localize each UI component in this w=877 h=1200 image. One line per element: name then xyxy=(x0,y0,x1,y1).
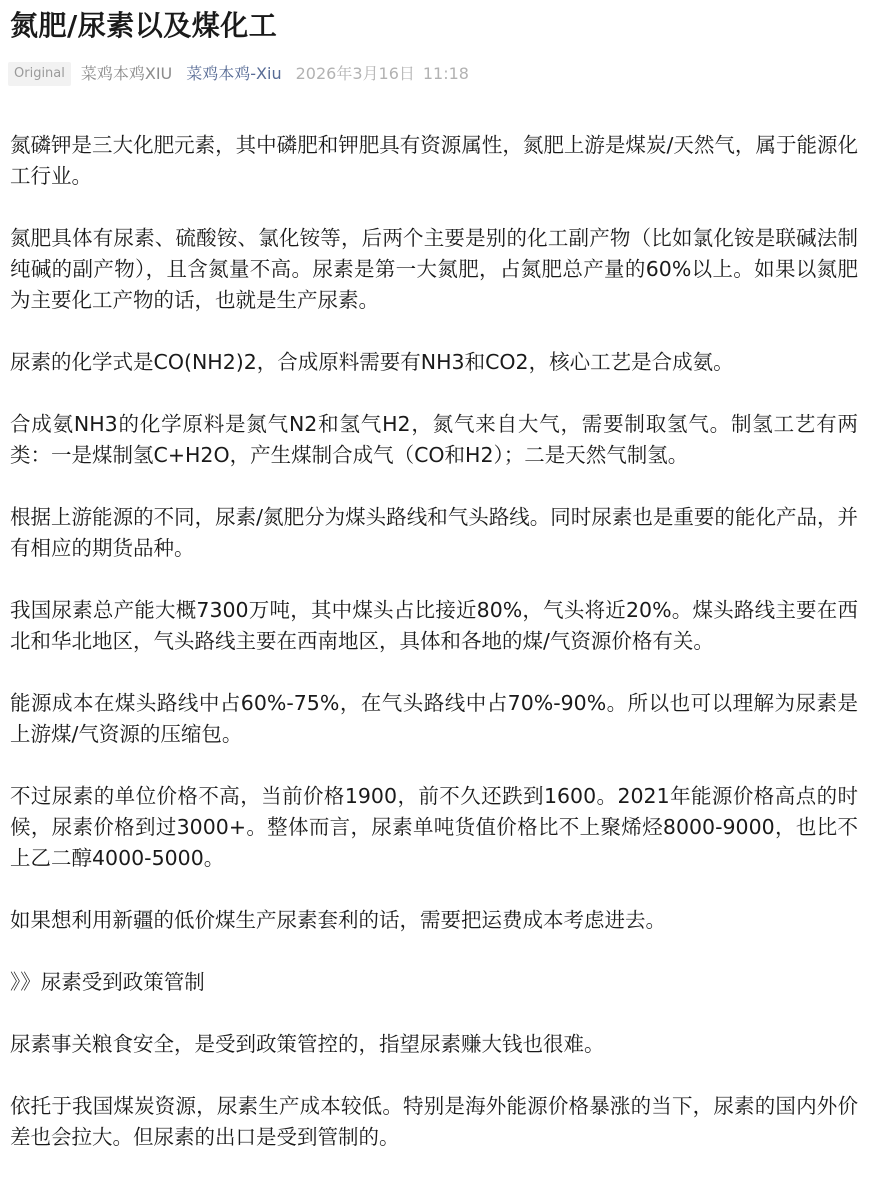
article-content xyxy=(10,130,858,1184)
paragraph: 氮肥具体有尿素、硫酸铵、氯化铵等，后两个主要是别的化工副产物（比如氯化铵是联碱法制纯碱的副产物），且含氮量不高。尿素是第一大氮肥，占氮肥总产量的60%以上。如果以氮肥为主要化工产物的话，也就是生产尿素。 xyxy=(10,226,858,312)
publish-time: 11:18 xyxy=(422,64,469,83)
paragraph: 如果想利用新疆的低价煤生产尿素套利的话，需要把运费成本考虑进去。 xyxy=(10,908,666,932)
paragraph: 氮磷钾是三大化肥元素，其中磷肥和钾肥具有资源属性，氮肥上游是煤炭/天然气，属于能源化工行业。 xyxy=(10,133,858,188)
paragraph: 不过尿素的单位价格不高，当前价格1900，前不久还跌到1600。2021年能源价格高点的时候，尿素价格到过3000+。整体而言，尿素单吨货值价格比不上聚烯烃8000-9000，也比不上乙二醇4000-5000。 xyxy=(10,784,858,870)
section-heading: 》》尿素受到政策管制 xyxy=(10,970,205,994)
publish-date: 2026年3月16日 xyxy=(295,64,415,83)
paragraph: 尿素事关粮食安全，是受到政策管控的，指望尿素赚大钱也很难。 xyxy=(10,1032,605,1056)
paragraph: 依托于我国煤炭资源，尿素生产成本较低。特别是海外能源价格暴涨的当下，尿素的国内外价差也会拉大。但尿素的出口是受到管制的。 xyxy=(10,1094,858,1149)
article-meta xyxy=(8,60,469,88)
paragraph: 我国尿素总产能大概7300万吨，其中煤头占比接近80%，气头将近20%。煤头路线主要在西北和华北地区，气头路线主要在西南地区，具体和各地的煤/气资源价格有关。 xyxy=(10,598,858,653)
paragraph: 能源成本在煤头路线中占60%-75%，在气头路线中占70%-90%。所以也可以理解为尿素是上游煤/气资源的压缩包。 xyxy=(10,691,858,746)
paragraph: 合成氨NH3的化学原料是氮气N2和氢气H2，氮气来自大气，需要制取氢气。制氢工艺有两类：一是煤制氢C+H2O，产生煤制合成气（CO和H2）；二是天然气制氢。 xyxy=(10,412,858,467)
author-name: 菜鸡本鸡XIU xyxy=(80,64,173,83)
article-title: 氮肥/尿素以及煤化工 xyxy=(10,9,278,42)
paragraph: 根据上游能源的不同，尿素/氮肥分为煤头路线和气头路线。同时尿素也是重要的能化产品，并有相应的期货品种。 xyxy=(10,505,858,560)
original-tag: Original xyxy=(8,62,71,86)
paragraph: 尿素的化学式是CO(NH2)2，合成原料需要有NH3和CO2，核心工艺是合成氨。 xyxy=(10,350,734,374)
account-link[interactable]: 菜鸡本鸡-Xiu xyxy=(186,64,282,83)
